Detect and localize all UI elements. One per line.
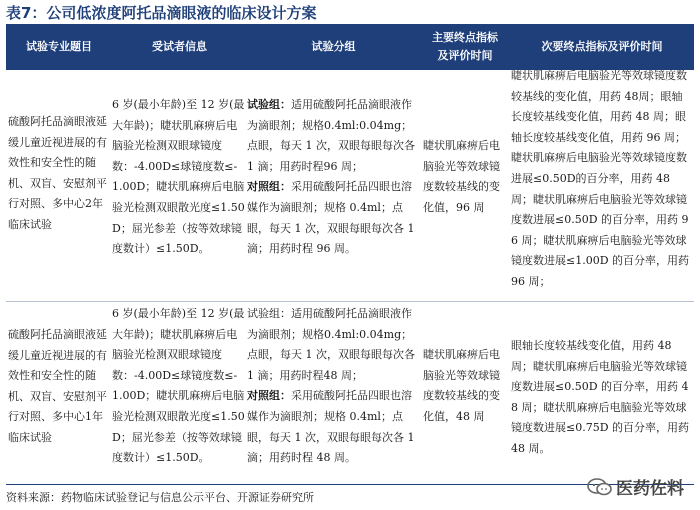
row1-exp-text: 适用硫酸阿托品滴眼液作为滴眼剂；规格0.4ml:0.04mg；点眼，每天 1 次，双眼每眼每次各 1 滴；用药时程96 周； [247, 98, 415, 173]
header-topic: 试验专业题目 [26, 40, 92, 53]
header-primary-line1: 主要终点指标 [432, 31, 498, 44]
header-primary [420, 24, 510, 70]
table-header [6, 24, 694, 70]
row1-topic: 硫酸阿托品滴眼液延缓儿童近视进展的有效性和安全性的随机、双盲、安慰剂平行对照、多中心2年临床试验 [8, 115, 107, 231]
source-note: 资料来源：药物临床试验登记与信息公示平台、开源证券研究所 [6, 491, 314, 504]
row1-primary: 睫状肌麻痹后电脑验光等效球镜度数较基线的变化值，96 周 [423, 139, 500, 214]
row2-primary: 睫状肌麻痹后电脑验光等效球镜度数较基线的变化值，48 周 [423, 348, 500, 423]
table-title: 表7：公司低浓度阿托品滴眼液的临床设计方案 [6, 4, 317, 22]
header-primary-line2: 及评价时间 [437, 49, 493, 62]
row1-subjects: 6 岁(最小年龄)至 12 岁(最大年龄)；睫状肌麻痹后电脑验光检测双眼球镜度数：-4.00D≤球镜度数≤-1.00D；睫状肌麻痹后电脑验光检测双眼散光度≤1.50D；屈光参差（按等效球镜度数计）≤1.50D。 [112, 98, 245, 256]
row2-subjects: 6 岁(最小年龄)至 12 岁(最大年龄)；睫状肌麻痹后电脑验光检测双眼球镜度数：-4.00D≤球镜度数≤-1.00D；睫状肌麻痹后电脑验光检测双眼散光度≤1.50D；屈光参差（按等效球镜度数计）≤1.50D。 [112, 307, 245, 465]
row1-groups [247, 95, 420, 260]
row2-exp-label: 试验组： [247, 307, 291, 320]
header-groups: 试验分组 [311, 40, 356, 53]
row1-ctrl-text: 采用硫酸阿托品四眼也溶媒作为滴眼剂；规格 0.4ml；点眼，每天 1 次，双眼每眼每次各 1 滴；用药时程 96 周。 [247, 180, 415, 256]
row2-ctrl-label: 对照组： [247, 389, 291, 403]
header-subjects: 受试者信息 [152, 40, 207, 53]
row-divider [6, 301, 694, 302]
row2-secondary: 眼轴长度较基线变化值，用药 48 周；睫状肌麻痹后电脑验光等效球镜度数进展≤0.50D 的百分率，用药 48 周；睫状肌麻痹后电脑验光等效球镜度数进展≤0.75D 的百分率，用药 48 周。 [511, 339, 690, 455]
watermark [586, 474, 684, 499]
header-secondary: 次要终点指标及评价时间 [541, 40, 663, 53]
row1-exp-label: 试验组： [247, 98, 291, 111]
row2-topic: 硫酸阿托品滴眼液延缓儿童近视进展的有效性和安全性的随机、双盲、安慰剂平行对照、多中心1年临床试验 [8, 328, 107, 444]
row1-secondary: 睫状肌麻痹后电脑验光等效球镜度数较基线的变化值，用药 48周；眼轴长度较基线变化值，用药 48 周；眼轴长度较基线变化值，用药 96 周；睫状肌麻痹后电脑验光等效球镜度数进展≤0.50D的百分率，用药 48 周；睫状肌麻痹后电脑验光等效球镜度数进展≤0.50D 的百分率，用药 96 周；睫状肌麻痹后电脑验光等效球镜度数进展≤1.00D 的百分率，用药96 周； [511, 69, 690, 288]
row2-groups [247, 304, 420, 469]
row1-ctrl-label: 对照组： [247, 180, 291, 194]
wechat-icon [586, 477, 614, 497]
watermark-text: 医药佐料 [616, 479, 684, 499]
row2-ctrl-text: 采用硫酸阿托品四眼也溶媒作为滴眼剂；规格 0.4ml；点眼，每天 1 次，双眼每眼每次各 1 滴；用药时程 48 周。 [247, 389, 415, 465]
row2-exp-text: 适用硫酸阿托品滴眼液作为滴眼剂；规格0.4ml:0.04mg；点眼，每天 1 次，双眼每眼每次各 1 滴；用药时程48 周； [247, 307, 415, 382]
